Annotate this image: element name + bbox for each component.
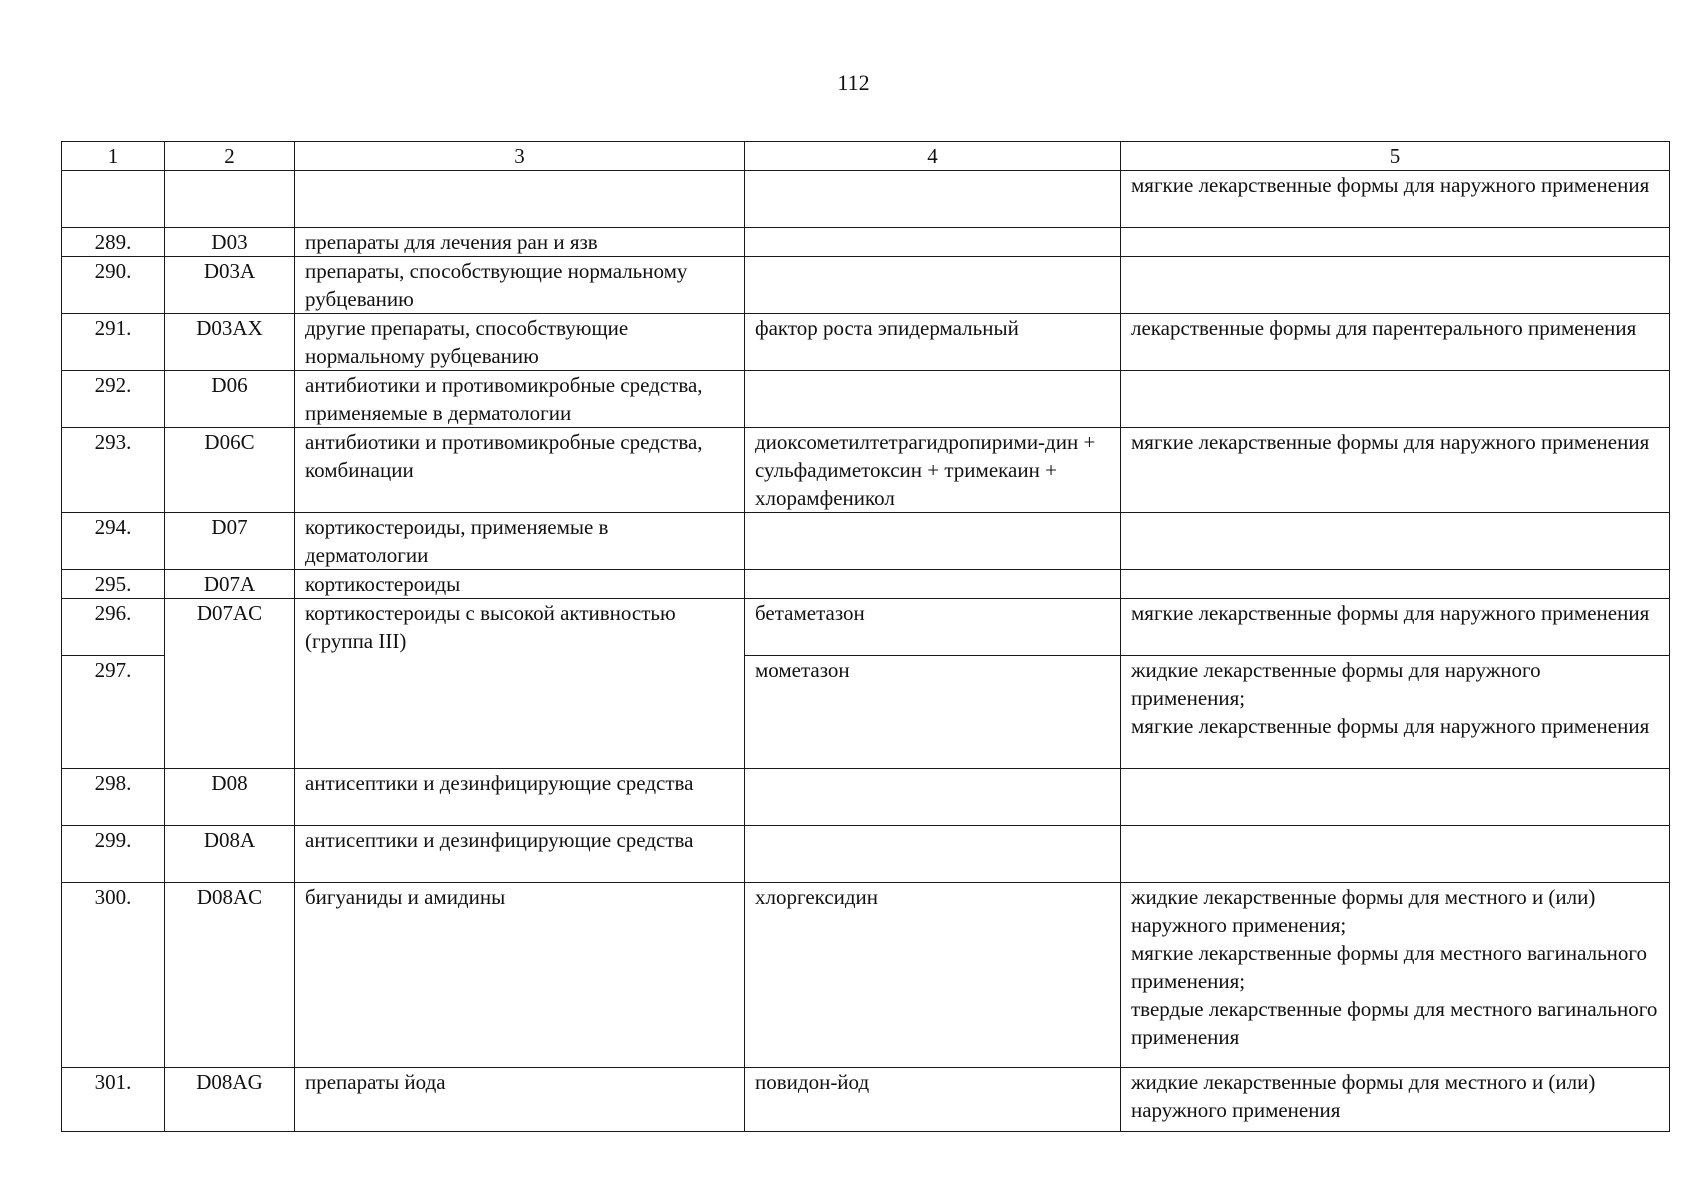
drug-name bbox=[745, 769, 1121, 826]
drug-name bbox=[745, 257, 1121, 314]
column-number: 5 bbox=[1121, 142, 1670, 171]
row-number: 297. bbox=[62, 656, 165, 769]
atc-code: D06 bbox=[165, 371, 295, 428]
dosage-form: жидкие лекарственные формы для местного и (или) наружного применения; мягкие лекарственные формы для местного вагинального применения; твердые лекарственные формы для местного вагинального применения bbox=[1121, 883, 1670, 1068]
column-number: 4 bbox=[745, 142, 1121, 171]
table-row bbox=[62, 371, 1670, 428]
dosage-form: мягкие лекарственные формы для наружного применения bbox=[1121, 171, 1670, 228]
table-row bbox=[62, 257, 1670, 314]
atc-code bbox=[165, 171, 295, 228]
atc-code: D08 bbox=[165, 769, 295, 826]
page-number: 112 bbox=[837, 70, 870, 95]
row-number: 299. bbox=[62, 826, 165, 883]
column-number-row bbox=[62, 142, 1670, 171]
atc-group: антибиотики и противомикробные средства, комбинации bbox=[295, 428, 745, 513]
row-number: 294. bbox=[62, 513, 165, 570]
dosage-form bbox=[1121, 371, 1670, 428]
table-row bbox=[62, 883, 1670, 1068]
atc-group: кортикостероиды, применяемые в дерматологии bbox=[295, 513, 745, 570]
drug-name: мометазон bbox=[745, 656, 1121, 769]
atc-code: D08A bbox=[165, 826, 295, 883]
drug-name: повидон-йод bbox=[745, 1068, 1121, 1132]
dosage-form: лекарственные формы для парентерального применения bbox=[1121, 314, 1670, 371]
dosage-form: жидкие лекарственные формы для местного и (или) наружного применения bbox=[1121, 1068, 1670, 1132]
atc-code: D08AG bbox=[165, 1068, 295, 1132]
table-row bbox=[62, 599, 1670, 656]
row-number: 291. bbox=[62, 314, 165, 371]
drug-list-table bbox=[61, 141, 1670, 1132]
column-number: 1 bbox=[62, 142, 165, 171]
dosage-form: мягкие лекарственные формы для наружного применения bbox=[1121, 428, 1670, 513]
drug-name bbox=[745, 570, 1121, 599]
row-number: 298. bbox=[62, 769, 165, 826]
atc-code: D06C bbox=[165, 428, 295, 513]
atc-code: D07A bbox=[165, 570, 295, 599]
drug-name bbox=[745, 228, 1121, 257]
dosage-form: мягкие лекарственные формы для наружного применения bbox=[1121, 599, 1670, 656]
drug-name bbox=[745, 513, 1121, 570]
drug-name bbox=[745, 371, 1121, 428]
row-number: 290. bbox=[62, 257, 165, 314]
atc-code: D03A bbox=[165, 257, 295, 314]
atc-group: другие препараты, способствующие нормальному рубцеванию bbox=[295, 314, 745, 371]
row-number: 295. bbox=[62, 570, 165, 599]
column-number: 3 bbox=[295, 142, 745, 171]
row-number: 289. bbox=[62, 228, 165, 257]
atc-code: D08AC bbox=[165, 883, 295, 1068]
drug-name bbox=[745, 826, 1121, 883]
table-row bbox=[62, 314, 1670, 371]
atc-code: D03 bbox=[165, 228, 295, 257]
atc-group: бигуаниды и амидины bbox=[295, 883, 745, 1068]
table-row bbox=[62, 1068, 1670, 1132]
drug-name: диоксометилтетрагидропирими-дин + сульфадиметоксин + тримекаин + хлорамфеникол bbox=[745, 428, 1121, 513]
atc-group: кортикостероиды bbox=[295, 570, 745, 599]
table-row bbox=[62, 570, 1670, 599]
dosage-form bbox=[1121, 513, 1670, 570]
atc-code: D07AC bbox=[165, 599, 295, 769]
atc-group: антисептики и дезинфицирующие средства bbox=[295, 826, 745, 883]
dosage-form bbox=[1121, 570, 1670, 599]
row-number: 292. bbox=[62, 371, 165, 428]
dosage-form bbox=[1121, 826, 1670, 883]
row-number: 293. bbox=[62, 428, 165, 513]
row-number: 300. bbox=[62, 883, 165, 1068]
atc-group: препараты йода bbox=[295, 1068, 745, 1132]
table-row bbox=[62, 513, 1670, 570]
row-number: 296. bbox=[62, 599, 165, 656]
atc-group: кортикостероиды с высокой активностью (группа III) bbox=[295, 599, 745, 769]
dosage-form bbox=[1121, 257, 1670, 314]
dosage-form: жидкие лекарственные формы для наружного применения; мягкие лекарственные формы для наружного применения bbox=[1121, 656, 1670, 769]
column-number: 2 bbox=[165, 142, 295, 171]
row-number: 301. bbox=[62, 1068, 165, 1132]
atc-code: D03AX bbox=[165, 314, 295, 371]
atc-group bbox=[295, 171, 745, 228]
atc-code: D07 bbox=[165, 513, 295, 570]
row-number bbox=[62, 171, 165, 228]
dosage-form bbox=[1121, 769, 1670, 826]
drug-name: хлоргексидин bbox=[745, 883, 1121, 1068]
table-row bbox=[62, 826, 1670, 883]
atc-group: антибиотики и противомикробные средства, применяемые в дерматологии bbox=[295, 371, 745, 428]
table-row bbox=[62, 428, 1670, 513]
dosage-form bbox=[1121, 228, 1670, 257]
drug-name bbox=[745, 171, 1121, 228]
atc-group: антисептики и дезинфицирующие средства bbox=[295, 769, 745, 826]
table-row bbox=[62, 228, 1670, 257]
table-row bbox=[62, 769, 1670, 826]
atc-group: препараты, способствующие нормальному рубцеванию bbox=[295, 257, 745, 314]
drug-name: бетаметазон bbox=[745, 599, 1121, 656]
drug-name: фактор роста эпидермальный bbox=[745, 314, 1121, 371]
atc-group: препараты для лечения ран и язв bbox=[295, 228, 745, 257]
table-row bbox=[62, 171, 1670, 228]
